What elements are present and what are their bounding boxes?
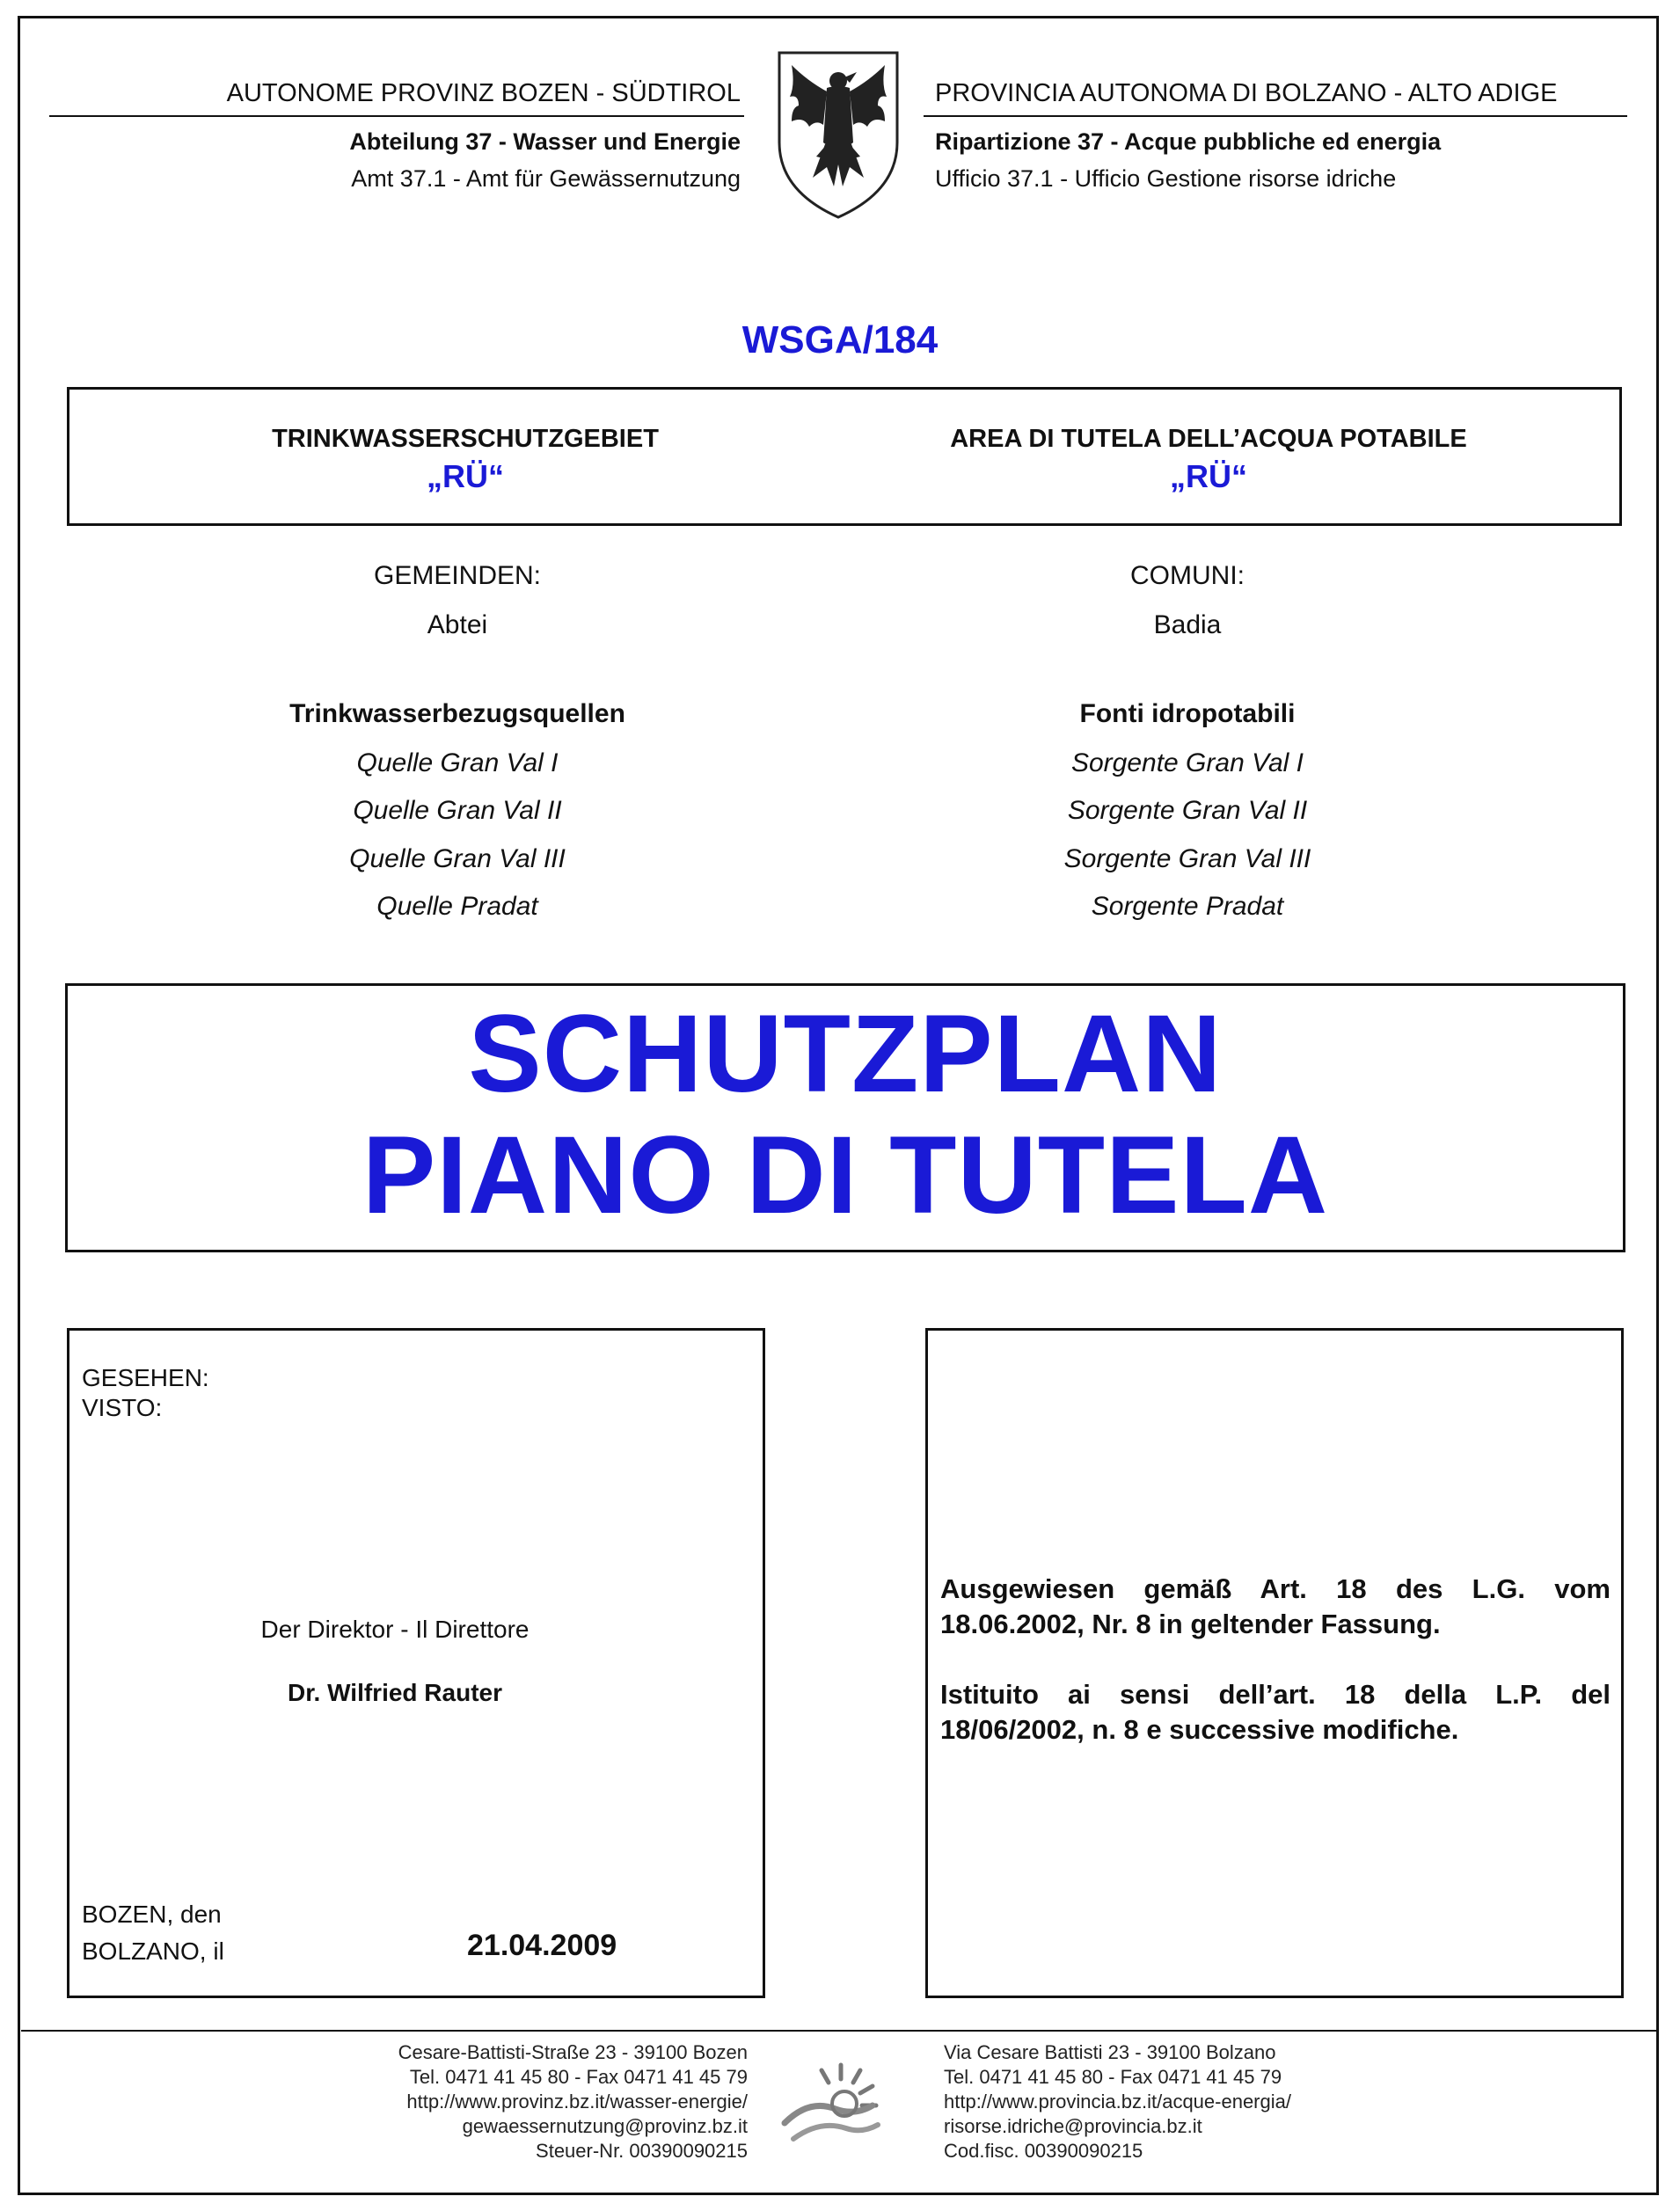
header-right-office: Ufficio 37.1 - Ufficio Gestione risorse idriche — [935, 165, 1397, 192]
area-name-it: „RÜ“ — [1170, 458, 1247, 494]
source-item-de: Quelle Pradat — [376, 892, 538, 921]
sun-wave-logo-icon — [774, 2054, 897, 2151]
header-left-title: AUTONOME PROVINZ BOZEN - SÜDTIROL — [226, 79, 741, 107]
header-left-rule — [49, 115, 744, 117]
source-item-it: Sorgente Gran Val III — [1063, 844, 1311, 873]
area-title-de: TRINKWASSERSCHUTZGEBIET — [272, 425, 659, 453]
place-label-de: BOZEN, den — [82, 1901, 222, 1928]
legal-box — [925, 1328, 1624, 1998]
plan-title-box — [65, 983, 1625, 1252]
municipality-label-de: GEMEINDEN: — [373, 561, 542, 590]
director-name: Dr. Wilfried Rauter — [287, 1679, 502, 1706]
footer-left-line: http://www.provinz.bz.it/wasser-energie/ — [406, 2091, 748, 2112]
header-right-dept: Ripartizione 37 - Acque pubbliche ed energia — [935, 128, 1442, 155]
document-code: WSGA/184 — [741, 318, 939, 361]
place-label-it: BOLZANO, il — [82, 1937, 224, 1965]
municipality-label-it: COMUNI: — [1130, 561, 1245, 590]
sources-heading-de: Trinkwasserbezugsquellen — [289, 699, 625, 728]
area-name-de: „RÜ“ — [427, 458, 504, 494]
municipality-value-it: Badia — [1153, 610, 1222, 639]
area-title-it: AREA DI TUTELA DELL’ACQUA POTABILE — [950, 425, 1467, 453]
footer-left-address — [398, 2040, 748, 2164]
footer-right-line: risorse.idriche@provincia.bz.it — [944, 2115, 1202, 2137]
footer-right-line: http://www.provincia.bz.it/acque-energia/ — [944, 2091, 1291, 2112]
header-right-rule — [924, 115, 1627, 117]
plan-title-it: PIANO DI TUTELA — [362, 1114, 1329, 1237]
footer-left-line: Steuer-Nr. 00390090215 — [536, 2140, 748, 2162]
header-left-office: Amt 37.1 - Amt für Gewässernutzung — [351, 165, 741, 192]
source-item-it: Sorgente Pradat — [1091, 892, 1284, 921]
footer-right-address — [944, 2040, 1291, 2164]
header-right-title: PROVINCIA AUTONOMA DI BOLZANO - ALTO ADIGE — [935, 79, 1558, 107]
approval-box — [67, 1328, 765, 1998]
footer-left-line: Tel. 0471 41 45 80 - Fax 0471 41 45 79 — [409, 2066, 748, 2088]
footer-right-line: Tel. 0471 41 45 80 - Fax 0471 41 45 79 — [944, 2066, 1282, 2088]
sources-heading-it: Fonti idropotabili — [1079, 699, 1296, 728]
source-item-it: Sorgente Gran Val I — [1070, 748, 1304, 777]
plan-title-de: SCHUTZPLAN — [468, 993, 1223, 1115]
seen-label-it: VISTO: — [82, 1394, 163, 1421]
director-role: Der Direktor - Il Direttore — [260, 1616, 530, 1643]
legal-text-it: Istituito ai sensi dell’art. 18 della L.P. del 18/06/2002, n. 8 e successive modifiche. — [940, 1679, 1611, 1745]
footer-right-line: Cod.fisc. 00390090215 — [944, 2140, 1143, 2162]
eagle-coat-of-arms-icon — [772, 46, 904, 222]
footer-rule — [21, 2030, 1657, 2032]
footer-left-line: Cesare-Battisti-Straße 23 - 39100 Bozen — [398, 2041, 748, 2063]
source-item-it: Sorgente Gran Val II — [1067, 796, 1308, 825]
protection-area-box — [67, 387, 1622, 526]
footer-right-line: Via Cesare Battisti 23 - 39100 Bolzano — [944, 2041, 1276, 2063]
legal-text-de: Ausgewiesen gemäß Art. 18 des L.G. vom 18.06.2002, Nr. 8 in geltender Fassung. — [940, 1573, 1611, 1639]
approval-date: 21.04.2009 — [467, 1929, 617, 1962]
municipality-value-de: Abtei — [427, 610, 488, 639]
source-item-de: Quelle Gran Val II — [353, 796, 562, 825]
seen-label-de: GESEHEN: — [82, 1364, 209, 1391]
header-left-dept: Abteilung 37 - Wasser und Energie — [349, 128, 741, 155]
footer-left-line: gewaessernutzung@provinz.bz.it — [462, 2115, 748, 2137]
source-item-de: Quelle Gran Val III — [349, 844, 566, 873]
source-item-de: Quelle Gran Val I — [356, 748, 559, 777]
